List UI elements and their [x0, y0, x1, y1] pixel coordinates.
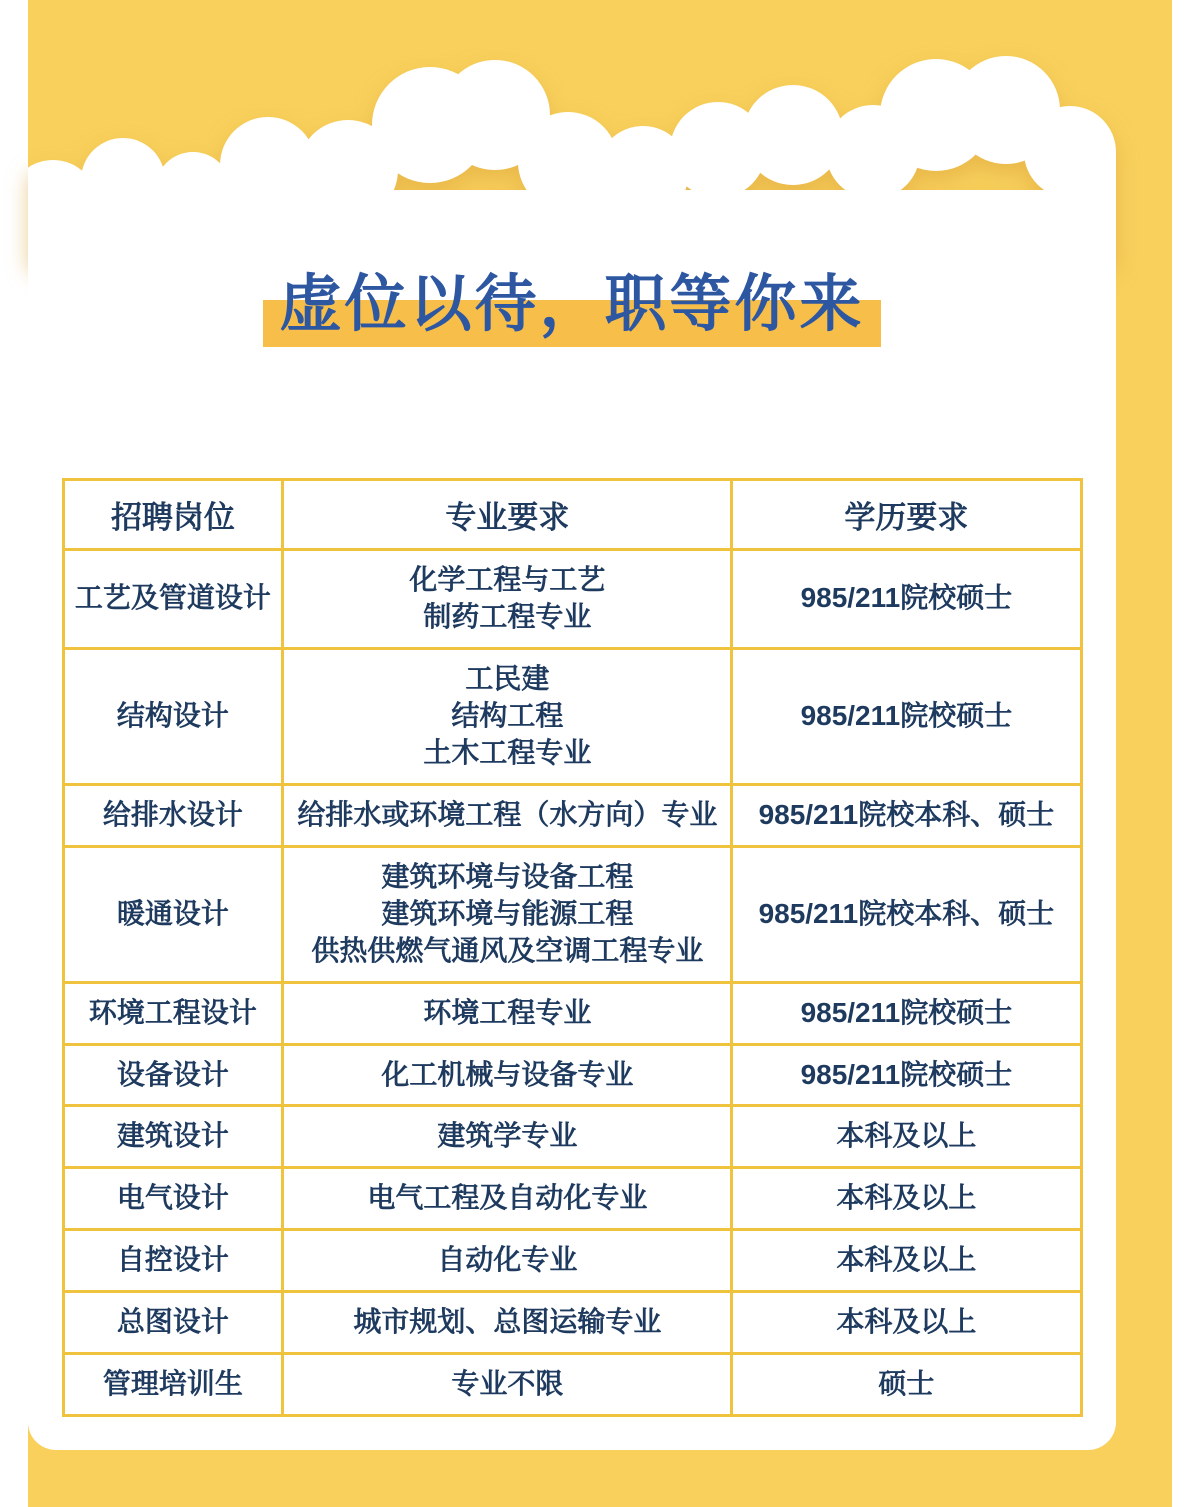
position-cell: 环境工程设计	[63, 982, 283, 1044]
major-cell	[283, 982, 732, 1044]
education-cell: 985/211院校硕士	[732, 550, 1081, 649]
major-line: 电气工程及自动化专业	[367, 1182, 648, 1214]
position-cell: 设备设计	[63, 1044, 283, 1106]
page-title	[28, 220, 1116, 374]
position-cell: 结构设计	[63, 648, 283, 784]
position-cell: 管理培训生	[63, 1354, 283, 1416]
major-line: 供热供燃气通风及空调工程专业	[311, 934, 704, 966]
major-cell	[283, 648, 732, 784]
education-cell: 985/211院校硕士	[732, 648, 1081, 784]
major-line: 建筑学专业	[437, 1120, 578, 1152]
major-line: 自动化专业	[437, 1244, 578, 1276]
education-cell: 本科及以上	[732, 1106, 1081, 1168]
major-line: 工民建	[465, 662, 550, 694]
position-cell: 建筑设计	[63, 1106, 283, 1168]
education-cell: 985/211院校本科、硕士	[732, 846, 1081, 982]
major-line: 建筑环境与设备工程	[381, 860, 634, 892]
position-cell: 工艺及管道设计	[63, 550, 283, 649]
major-line: 专业不限	[451, 1368, 564, 1400]
major-line: 城市规划、总图运输专业	[353, 1306, 662, 1338]
page-title-text: 虚位以待，职等你来	[279, 270, 865, 339]
major-line: 给排水或环境工程（水方向）专业	[297, 798, 718, 830]
table-header-row	[63, 480, 1081, 550]
education-cell: 985/211院校硕士	[732, 1044, 1081, 1106]
major-line: 环境工程专业	[423, 996, 592, 1028]
column-header-education: 学历要求	[732, 480, 1081, 550]
major-line: 土木工程专业	[423, 736, 592, 768]
position-cell: 自控设计	[63, 1230, 283, 1292]
major-line: 建筑环境与能源工程	[381, 897, 634, 929]
major-cell	[283, 1292, 732, 1354]
column-header-major: 专业要求	[283, 480, 732, 550]
table-row	[63, 1354, 1081, 1416]
major-cell	[283, 1106, 732, 1168]
major-cell	[283, 784, 732, 846]
major-cell	[283, 1230, 732, 1292]
major-cell	[283, 1168, 732, 1230]
table-row	[63, 1106, 1081, 1168]
table-row	[63, 1230, 1081, 1292]
position-cell: 暖通设计	[63, 846, 283, 982]
position-cell: 给排水设计	[63, 784, 283, 846]
recruitment-table	[62, 478, 1083, 1417]
major-cell	[283, 550, 732, 649]
education-cell: 985/211院校本科、硕士	[732, 784, 1081, 846]
table-row	[63, 982, 1081, 1044]
major-cell	[283, 1044, 732, 1106]
major-cell	[283, 1354, 732, 1416]
major-line: 化学工程与工艺	[409, 564, 606, 595]
content-card	[28, 220, 1116, 1450]
table-row	[63, 1292, 1081, 1354]
table-row	[63, 648, 1081, 784]
education-cell: 硕士	[732, 1354, 1081, 1416]
position-cell: 电气设计	[63, 1168, 283, 1230]
education-cell: 985/211院校硕士	[732, 982, 1081, 1044]
table-row	[63, 1044, 1081, 1106]
column-header-position: 招聘岗位	[63, 480, 283, 550]
table-row	[63, 784, 1081, 846]
major-line: 结构工程	[451, 699, 564, 731]
table-row	[63, 1168, 1081, 1230]
major-cell	[283, 846, 732, 982]
education-cell: 本科及以上	[732, 1230, 1081, 1292]
table-row	[63, 550, 1081, 649]
position-cell: 总图设计	[63, 1292, 283, 1354]
education-cell: 本科及以上	[732, 1168, 1081, 1230]
recruitment-table-zone	[62, 478, 1083, 1417]
education-cell: 本科及以上	[732, 1292, 1081, 1354]
page-title-inner	[269, 254, 874, 343]
major-line: 化工机械与设备专业	[381, 1058, 634, 1090]
major-line: 制药工程专业	[423, 600, 592, 632]
table-row	[63, 846, 1081, 982]
